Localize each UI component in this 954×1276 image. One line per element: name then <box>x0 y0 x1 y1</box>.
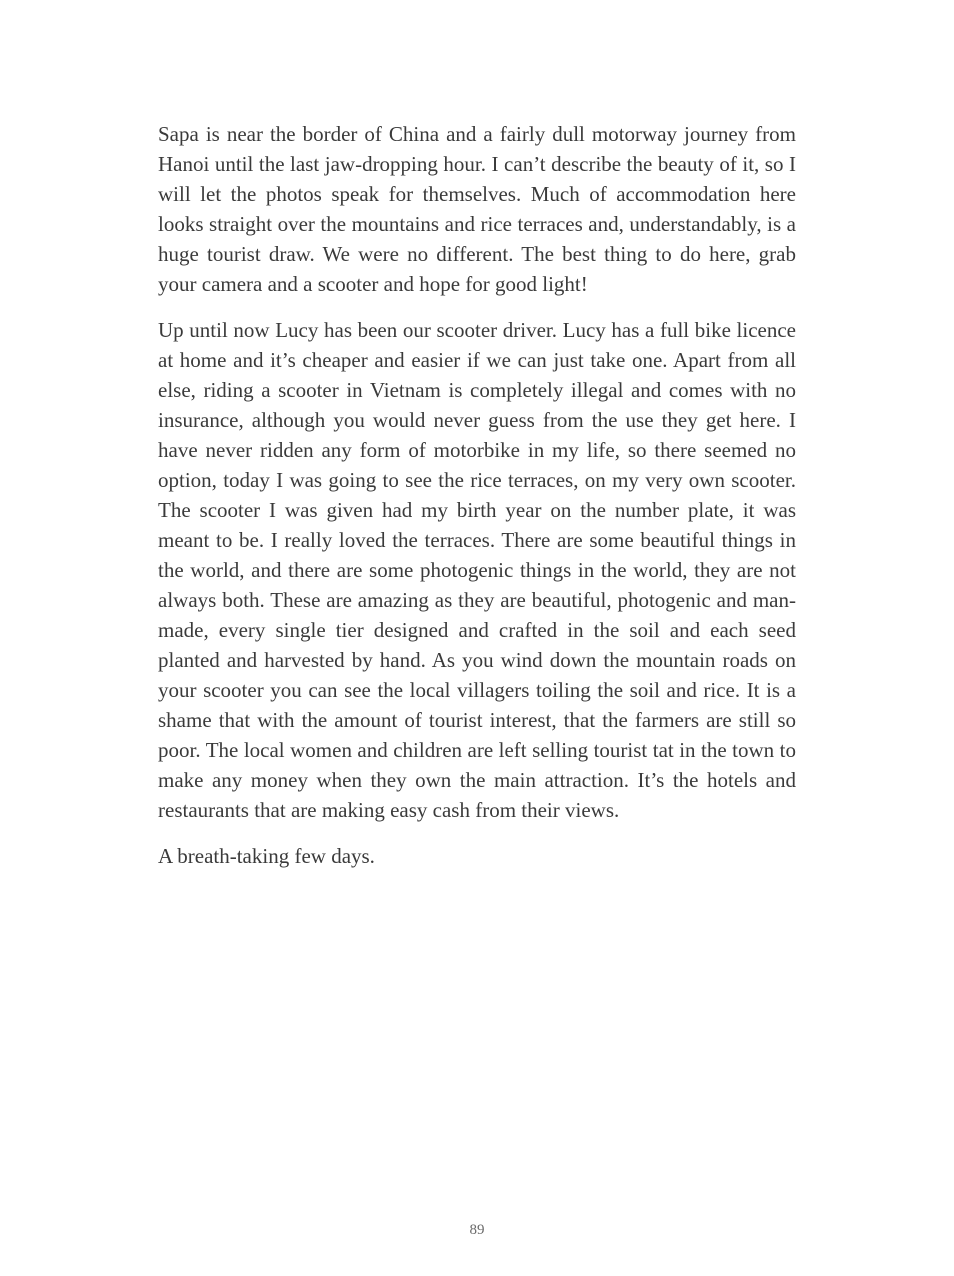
paragraph-1: Sapa is near the border of China and a fairly dull motorway journey from Hanoi until the last jaw-dropping hour. I can’t describe the beauty of it, so I will let the photos speak for themselves. Much of accommodation here looks straight over the mountains and rice terraces and, understandably, is a huge tourist draw. We were no different. The best thing to do here, grab your camera and a scooter and hope for good light! <box>158 122 796 296</box>
page-number: 89 <box>469 1222 485 1238</box>
paragraph-2: Up until now Lucy has been our scooter driver. Lucy has a full bike licence at home and it’s cheaper and easier if we can just take one. Apart from all else, riding a scooter in Vietnam is completely illegal and comes with no insurance, although you would never guess from the use they get here. I have never ridden any form of motorbike in my life, so there seemed no option, today I was going to see the rice terraces, on my very own scooter. The scooter I was given had my birth year on the number plate, it was meant to be. I really loved the terraces. There are some beautiful things in the world, and there are some photogenic things in the world, they are not always both. These are amazing as they are beautiful, photogenic and man-made, every single tier designed and crafted in the soil and each seed planted and harvested by hand. As you wind down the mountain roads on your scooter you can see the local villagers toiling the soil and rice. It is a shame that with the amount of tourist interest, that the farmers are still so poor. The local women and children are left selling tourist tat in the town to make any money when they own the main attraction. It’s the hotels and restaurants that are making easy cash from their views. <box>158 318 796 822</box>
body-text <box>158 119 796 887</box>
paragraph-3: A breath-taking few days. <box>158 844 375 868</box>
